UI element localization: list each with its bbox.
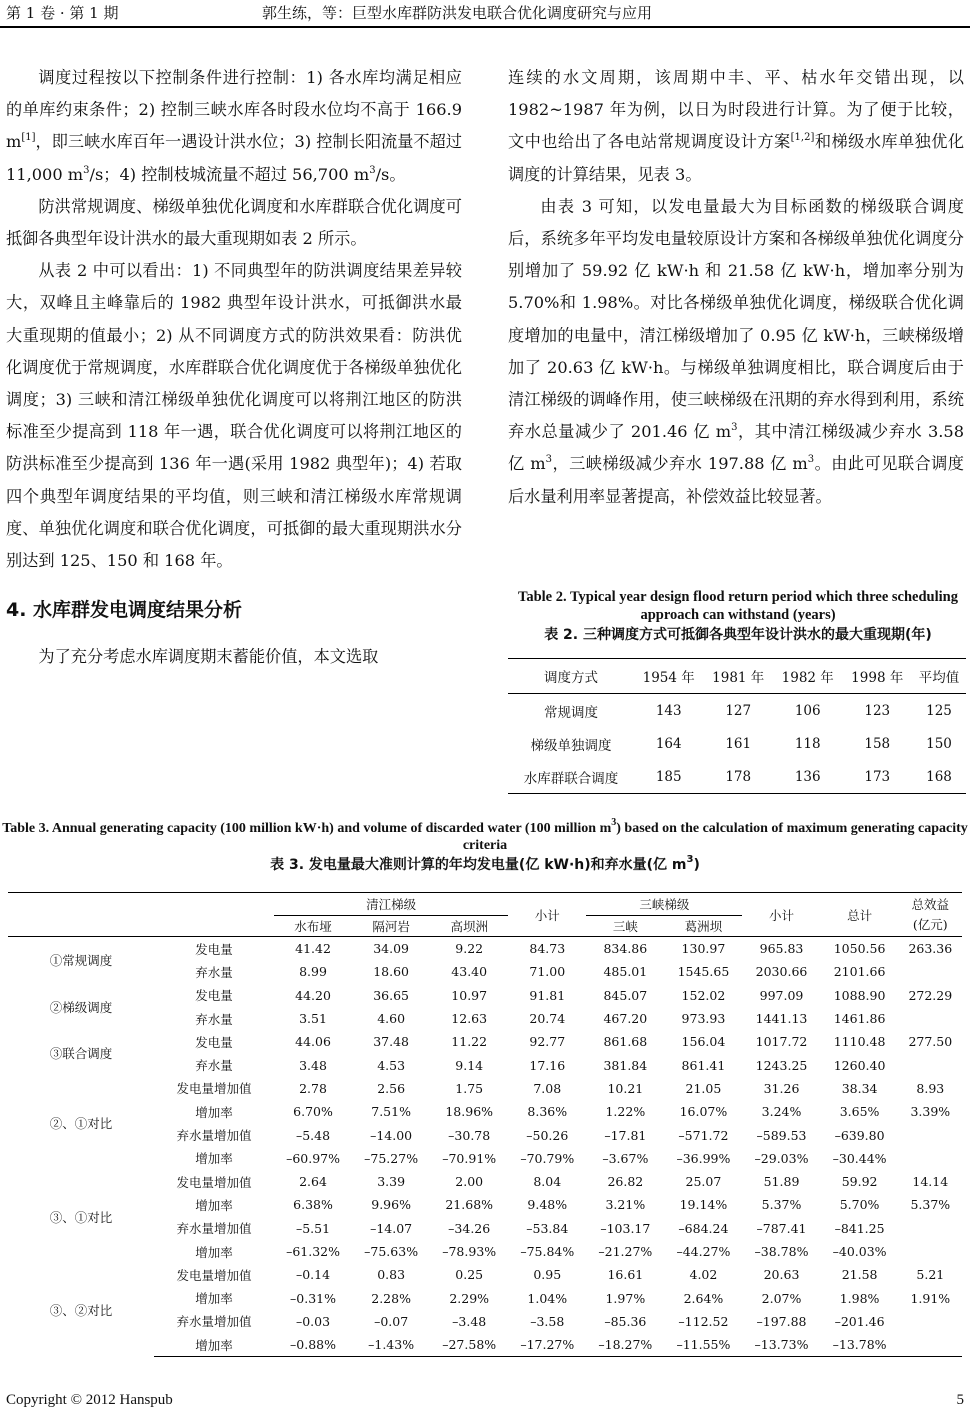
- section-heading: 4. 水库群发电调度结果分析: [6, 599, 243, 622]
- table3-row: [8, 1077, 962, 1100]
- table3-cell: –639.80: [834, 1127, 885, 1143]
- table3-cell: 1050.56: [833, 941, 886, 957]
- table3-cell: 5.21: [916, 1267, 945, 1283]
- table3-cell: 2.00: [455, 1174, 484, 1190]
- table3-cell: 1.91%: [910, 1290, 951, 1306]
- table3-group-label: ②、①对比: [49, 1116, 113, 1132]
- citation[interactable]: [1,2]: [790, 132, 815, 144]
- table3-cell: 38.34: [841, 1080, 878, 1096]
- table3-cell: –684.24: [678, 1220, 729, 1236]
- table3-cell: 10.21: [607, 1080, 644, 1096]
- table3-cell: –103.17: [600, 1220, 651, 1236]
- table3-cell: 3.21%: [605, 1197, 646, 1213]
- table3-cell: –841.25: [834, 1220, 885, 1236]
- table3-cell: –0.31%: [290, 1290, 337, 1306]
- table3-cell: 3.39%: [910, 1104, 951, 1120]
- table3-cell: 34.09: [373, 941, 410, 957]
- table3-cell: 2.56: [377, 1080, 406, 1096]
- table3-cell: 2101.66: [833, 964, 886, 980]
- table3-cell: [899, 1240, 962, 1263]
- table3-cell: 5.70%: [839, 1197, 880, 1213]
- table3-group-label: ③联合调度: [49, 1046, 113, 1062]
- table3-cell: 37.48: [373, 1034, 410, 1050]
- table3-cell: 31.26: [763, 1080, 800, 1096]
- table2-row: [508, 760, 966, 794]
- table3-cell: –75.27%: [364, 1150, 419, 1166]
- table3-metric: 发电量: [195, 941, 233, 957]
- copyright: Copyright © 2012 Hanspub: [6, 1392, 173, 1408]
- table3-cell: –38.78%: [754, 1244, 809, 1259]
- table3-cell: –61.32%: [286, 1244, 340, 1259]
- table3-cell: –36.99%: [676, 1150, 731, 1166]
- table3-cell: 997.09: [759, 987, 804, 1003]
- table3-cell: 92.77: [529, 1034, 566, 1050]
- table3-metric: 发电量增加值: [176, 1174, 252, 1190]
- page-number: 5: [956, 1392, 964, 1408]
- table3-metric: 增加率: [195, 1197, 233, 1213]
- table3-cell: 9.22: [455, 941, 484, 957]
- table3-cell: –29.03%: [754, 1150, 809, 1166]
- table2-header-cell: 1954 年: [634, 659, 704, 694]
- table3-cell: [899, 1333, 962, 1357]
- table3-cell: 5.37%: [761, 1197, 802, 1213]
- table3-cell: –13.78%: [821, 1333, 899, 1357]
- table3-cell: –21.27%: [598, 1244, 653, 1259]
- table3-header-subtotal2: 小计: [742, 893, 820, 937]
- table3-cell: 26.82: [607, 1174, 644, 1190]
- table3-caption-zh: 表 3. 发电量最大准则计算的年均发电量(亿 kW·h)和弃水量(亿 $m^3$): [270, 854, 700, 873]
- table3-cell: 4.60: [377, 1011, 406, 1027]
- table3-cell: [899, 1053, 962, 1076]
- table3-cell: 1088.90: [833, 987, 886, 1003]
- table3-cell: –30.78: [448, 1127, 491, 1143]
- table3-cell: 7.08: [533, 1080, 562, 1096]
- table3-cell: 9.14: [455, 1057, 484, 1073]
- table3-cell: –78.93%: [442, 1244, 497, 1259]
- table3-cell: 3.39: [377, 1174, 406, 1190]
- table3-cell: –0.07: [374, 1313, 409, 1329]
- table3-cell: 2030.66: [755, 964, 808, 980]
- table3-header-shuibuya: 水布垭: [274, 916, 352, 937]
- table3-cell: –571.72: [678, 1127, 729, 1143]
- table3-cell: –5.51: [295, 1220, 331, 1236]
- table3-header-sanxia: 三峡: [586, 916, 664, 937]
- table3-metric: 增加率: [195, 1291, 233, 1307]
- table3-cell: 6.70%: [293, 1104, 333, 1120]
- paragraph-section4-start: 为了充分考虑水库调度期末蓄能价值，本文选取: [38, 647, 379, 667]
- table3-cell: 861.41: [681, 1057, 726, 1073]
- table2-cell: 158: [864, 735, 891, 752]
- table3-cell: 1.22%: [605, 1104, 646, 1120]
- table3-cell: [899, 1217, 962, 1240]
- table2-header-cell: 1998 年: [843, 659, 913, 694]
- table3-cell: 965.83: [759, 941, 804, 957]
- table3-cell: 2.29%: [449, 1290, 490, 1306]
- table3-group-label: ②梯级调度: [49, 999, 113, 1015]
- table3-cell: –5.48: [295, 1127, 331, 1143]
- table3-cell: –70.79%: [520, 1150, 575, 1166]
- table3-header-subtotal1: 小计: [508, 893, 586, 937]
- table3-cell: –50.26: [526, 1127, 569, 1143]
- table2-caption: [508, 588, 968, 646]
- table3: [8, 892, 962, 1357]
- table3-caption-en: Table 3. Annual generating capacity (100 million kW·h) and volume of discarded water (100 million $m^3$) based on the calculation of maximum generating capacity criteria: [2, 817, 968, 853]
- table3-cell: 41.42: [295, 941, 331, 957]
- table3-metric: 发电量增加值: [176, 1267, 252, 1283]
- table3-metric: 发电量增加值: [176, 1081, 252, 1097]
- table3-row: [8, 1263, 962, 1286]
- table3-cell: –197.88: [756, 1313, 807, 1329]
- table2-cell: 118: [794, 735, 821, 752]
- table3-cell: 20.63: [763, 1267, 800, 1283]
- table3-cell: –34.26: [448, 1220, 491, 1236]
- table2-cell: 173: [843, 760, 913, 794]
- table3-cell: –787.41: [756, 1220, 807, 1236]
- table3-metric: 增加率: [195, 1244, 233, 1260]
- paragraph-table3-analysis: 由表 3 可知，以发电量最大为目标函数的梯级联合调度后，系统多年平均发电量较原设计方案和各梯级单独优化调度分别增加了 59.92 亿 kW·h 和 21.58 亿 kW·h，增加率分别为 5.70%和 1.98%。对比各梯级单独优化调度，梯级联合优化调度增加的电量中，清江梯级增加了 0.95 亿 kW·h，三峡梯级增加了 20.63 亿 kW·h。与梯级单独调度相比，联合调度后由于清江梯级的调峰作用，使三峡梯级在汛期的弃水得到利用，系统弃水总量减少了 201.46 亿 $m^3$，其中清江梯级减少弃水 3.58 亿 $m^3$，三峡梯级减少弃水 197.88 亿 $m^3$。由此可见联合调度后水量利用率显著提高，补偿效益比较显著。: [508, 196, 964, 506]
- table3-cell: 1.97%: [605, 1290, 646, 1306]
- table3-cell: –11.55%: [664, 1333, 742, 1357]
- paragraph-control-conditions: 调度过程按以下控制条件进行控制：1) 各水库均满足相应的单库约束条件；2) 控制三峡水库各时段水位均不高于 166.9 m[1]，即三峡水库百年一遇设计洪水位；3) 控制长阳流量不超过 11,000 $m^3/s$；4) 控制枝城流量不超过 56,700 $m^3/s$。: [6, 68, 462, 184]
- table3-cell: [899, 1310, 962, 1333]
- table3-cell: 3.24%: [761, 1104, 802, 1120]
- table2-header-cell: 1982 年: [773, 659, 843, 694]
- table3-cell: –30.44%: [832, 1150, 887, 1166]
- table3-cell: –201.46: [834, 1313, 885, 1329]
- table3-cell: –589.53: [756, 1127, 807, 1143]
- table3-cell: 2.78: [299, 1080, 327, 1096]
- right-column: [508, 62, 964, 513]
- table3-cell: 0.25: [455, 1267, 484, 1283]
- table3-cell: 2.64%: [683, 1290, 724, 1306]
- table3-cell: 973.93: [681, 1011, 726, 1027]
- table3-cell: 21.68%: [445, 1197, 494, 1213]
- table3-cell: 91.81: [529, 987, 566, 1003]
- table3-cell: –85.36: [604, 1313, 647, 1329]
- table3-cell: 17.16: [529, 1057, 566, 1073]
- table3-metric: 发电量: [195, 988, 233, 1004]
- table2-row: [508, 694, 966, 728]
- table3-cell: 8.36%: [527, 1104, 568, 1120]
- citation[interactable]: [1]: [21, 132, 36, 144]
- table2-cell: 125: [926, 702, 952, 719]
- table3-cell: 1.75: [455, 1080, 484, 1096]
- table3-metric: 弃水量增加值: [176, 1314, 252, 1330]
- table3-metric: 增加率: [195, 1104, 233, 1120]
- table2-caption-zh: 表 2. 三种调度方式可抵御各典型年设计洪水的最大重现期(年): [544, 627, 932, 643]
- table3-cell: –3.48: [452, 1313, 487, 1329]
- table3-cell: 272.29: [908, 987, 953, 1003]
- table3-cell: 8.93: [916, 1080, 945, 1096]
- table3-cell: 485.01: [603, 964, 648, 980]
- table3-metric: 弃水量增加值: [176, 1221, 252, 1237]
- table3-cell: –75.63%: [364, 1244, 419, 1259]
- table2-row-label: 水库群联合调度: [508, 760, 634, 794]
- table3-cell: 21.05: [685, 1080, 722, 1096]
- table3-group-qingjiang: 清江梯级: [274, 893, 508, 916]
- table3-cell: 18.96%: [445, 1104, 494, 1120]
- table3-cell: 7.51%: [371, 1104, 411, 1120]
- table3-cell: 263.36: [908, 941, 953, 957]
- table3-cell: 36.65: [373, 987, 410, 1003]
- table2-header-cell: 调度方式: [508, 659, 634, 694]
- table2-cell: 185: [634, 760, 704, 794]
- table3-cell: 1545.65: [677, 964, 730, 980]
- table3-cell: –17.27%: [508, 1333, 586, 1357]
- table3-group-sanxia: 三峡梯级: [586, 893, 742, 916]
- table3-cell: 9.48%: [527, 1197, 568, 1213]
- table3-cell: 16.07%: [679, 1104, 728, 1120]
- table3-cell: 44.06: [295, 1034, 331, 1050]
- table2-header-cell: 平均值: [912, 659, 966, 694]
- page-header: [0, 0, 970, 28]
- table2-cell: 178: [703, 760, 773, 794]
- table2-caption-en: Table 2. Typical year design flood return period which three scheduling approach can withstand (years): [517, 589, 958, 623]
- table3-group-label: ③、②对比: [49, 1303, 113, 1318]
- table3-cell: –0.03: [295, 1313, 331, 1329]
- table3-header-blank: [8, 916, 274, 937]
- table3-metric: 弃水量: [195, 1011, 233, 1027]
- table3-cell: –17.81: [604, 1127, 647, 1143]
- table3-cell: 25.07: [685, 1174, 722, 1190]
- table3-cell: 43.40: [451, 964, 488, 980]
- table2-cell: 161: [725, 735, 752, 752]
- table2-cell: 127: [725, 702, 752, 719]
- table3-group-label: ③、①对比: [49, 1209, 113, 1225]
- table3-cell: 59.92: [841, 1174, 878, 1190]
- table3-cell: 20.74: [529, 1011, 566, 1027]
- volume-issue: 第 1 卷 · 第 1 期: [6, 4, 119, 22]
- table3-cell: 861.68: [603, 1034, 648, 1050]
- table3-header-gezhouba: 葛洲坝: [664, 916, 742, 937]
- paragraph-table2-analysis: 从表 2 中可以看出：1) 不同典型年的防洪调度结果差异较大，双峰且主峰靠后的 1982 典型年设计洪水，可抵御洪水最大重现期的值最小；2) 从不同调度方式的防洪效果看：防洪优化调度优于常规调度，水库群联合优化调度优于各梯级单独优化调度；3) 三峡和清江梯级单独优化调度可以将荆江地区的防洪标准至少提高到 118 年一遇，联合优化调度可以将荆江地区的防洪标准至少提高到 136 年一遇(采用 1982 典型年)；4) 若取四个典型年调度结果的平均值，则三峡和清江梯级水库常规调度、单独优化调度和联合优化调度，可抵御的最大重现期洪水分别达到 125、150 和 168 年。: [6, 261, 462, 571]
- table3-cell: 1461.86: [833, 1011, 886, 1027]
- table3-cell: 44.20: [295, 987, 331, 1003]
- table3-cell: 71.00: [529, 964, 566, 980]
- table3-cell: –27.58%: [430, 1333, 508, 1357]
- table2-cell: 106: [794, 702, 821, 719]
- table2-cell: 143: [655, 702, 682, 719]
- table3-cell: 156.04: [681, 1034, 726, 1050]
- table2-cell: 168: [912, 760, 966, 794]
- table3-cell: 834.86: [603, 941, 648, 957]
- running-title: 郭生练，等：巨型水库群防洪发电联合优化调度研究与应用: [262, 4, 653, 22]
- table2-cell: 150: [926, 735, 952, 752]
- table3-cell: 84.73: [529, 941, 566, 957]
- table3-cell: [899, 1123, 962, 1146]
- table2-cell: 123: [864, 702, 891, 719]
- table3-cell: –75.84%: [520, 1244, 575, 1259]
- table3-cell: 8.04: [533, 1174, 562, 1190]
- table3-cell: 2.28%: [371, 1290, 411, 1306]
- table3-cell: 51.89: [763, 1174, 800, 1190]
- table3-cell: 2.07%: [761, 1290, 802, 1306]
- table3-header-row-1: [8, 893, 962, 916]
- table3-cell: –3.58: [530, 1313, 565, 1329]
- table3-cell: 10.97: [451, 987, 488, 1003]
- table3-cell: 19.14%: [679, 1197, 728, 1213]
- table3-row: [8, 984, 962, 1007]
- table3-cell: 9.96%: [371, 1197, 411, 1213]
- table3-cell: –53.84: [526, 1220, 569, 1236]
- table3-cell: 5.37%: [910, 1197, 951, 1213]
- table3-cell: 1441.13: [755, 1011, 808, 1027]
- table3-cell: 1243.25: [755, 1057, 808, 1073]
- table3-cell: 0.83: [377, 1267, 406, 1283]
- table3-cell: –13.73%: [742, 1333, 820, 1357]
- paragraph-table2-intro: 防洪常规调度、梯级单独优化调度和水库群联合优化调度可抵御各典型年设计洪水的最大重现期如表 2 所示。: [6, 196, 462, 249]
- table3-cell: 4.53: [377, 1057, 406, 1073]
- table2-header-cell: 1981 年: [703, 659, 773, 694]
- table3-cell: 3.51: [299, 1011, 327, 1027]
- table3-cell: –0.14: [295, 1267, 331, 1283]
- table2-cell: 136: [773, 760, 843, 794]
- table3-cell: 1.04%: [527, 1290, 568, 1306]
- table3-cell: 12.63: [451, 1011, 488, 1027]
- table3-header-benefit: 总效益 (亿元): [899, 893, 962, 937]
- table3-row: [8, 1030, 962, 1053]
- table3-caption: [0, 817, 970, 876]
- table3-cell: 845.07: [603, 987, 648, 1003]
- table3-cell: [899, 1147, 962, 1170]
- table3-group-label: ①常规调度: [49, 953, 113, 969]
- table3-cell: 381.84: [603, 1057, 648, 1073]
- table3-cell: 1017.72: [755, 1034, 808, 1050]
- table3-cell: 1110.48: [833, 1034, 886, 1050]
- table3-cell: 6.38%: [293, 1197, 333, 1213]
- table3-metric: 弃水量: [195, 1058, 233, 1074]
- table3-metric: 弃水量增加值: [176, 1128, 252, 1144]
- table2-row: [508, 727, 966, 760]
- table3-cell: –40.03%: [832, 1244, 887, 1259]
- table3-cell: [899, 1007, 962, 1030]
- table3-cell: 2.64: [299, 1174, 327, 1190]
- table3-cell: –0.88%: [274, 1333, 352, 1357]
- table3-cell: –70.91%: [442, 1150, 497, 1166]
- table3-cell: 3.65%: [839, 1104, 880, 1120]
- table3-cell: 1260.40: [833, 1057, 886, 1073]
- table3-cell: 14.14: [912, 1174, 949, 1190]
- table3-cell: 21.58: [841, 1267, 878, 1283]
- table3-header-blank: [8, 893, 274, 916]
- table3-metric: 发电量: [195, 1034, 233, 1050]
- table3-cell: 8.99: [299, 964, 327, 980]
- table3-cell: 277.50: [908, 1034, 953, 1050]
- table3-metric: 弃水量: [195, 964, 233, 980]
- table3-cell: –14.07: [370, 1220, 413, 1236]
- table3-cell: 152.02: [681, 987, 726, 1003]
- table3-header-gaobazhou: 高坝洲: [430, 916, 508, 937]
- table2-row-label: 常规调度: [543, 704, 598, 721]
- table3-cell: –14.00: [370, 1127, 413, 1143]
- table3-cell: [899, 960, 962, 983]
- table3-cell: –3.67%: [602, 1150, 649, 1166]
- table3-cell: –1.43%: [352, 1333, 430, 1357]
- table3-header-geheyan: 隔河岩: [352, 916, 430, 937]
- table3-cell: 18.60: [373, 964, 410, 980]
- table3-header-total: 总计: [821, 893, 899, 937]
- table2-row-label: 梯级单独调度: [530, 737, 612, 754]
- table3-cell: –112.52: [678, 1313, 729, 1329]
- table3-cell: –44.27%: [676, 1244, 731, 1259]
- table3-cell: –18.27%: [586, 1333, 664, 1357]
- table2-header-row: [508, 659, 966, 694]
- table3-cell: 16.61: [607, 1267, 644, 1283]
- table3-cell: 467.20: [603, 1011, 648, 1027]
- table3-metric: 增加率: [154, 1333, 274, 1357]
- table3-metric: 增加率: [195, 1151, 233, 1167]
- table3-cell: 1.98%: [839, 1290, 880, 1306]
- table3-row: [8, 1170, 962, 1193]
- left-column: [6, 62, 462, 673]
- table3-cell: 3.48: [299, 1057, 327, 1073]
- table2-cell: 164: [655, 735, 682, 752]
- table3-cell: –60.97%: [286, 1150, 340, 1166]
- table3-cell: 130.97: [681, 941, 726, 957]
- table3-cell: 0.95: [533, 1267, 562, 1283]
- paragraph-hydrologic-cycle: 连续的水文周期，该周期中丰、平、枯水年交错出现，以 1982~1987 年为例，以日为时段进行计算。为了便于比较，文中也给出了各电站常规调度设计方案[1,2]和梯级水库单独优化调度的计算结果，见表 3。: [508, 68, 965, 184]
- table3-cell: 4.02: [689, 1267, 718, 1283]
- table3-row: [8, 937, 962, 961]
- table3-cell: 11.22: [451, 1034, 488, 1050]
- table2: [508, 658, 966, 794]
